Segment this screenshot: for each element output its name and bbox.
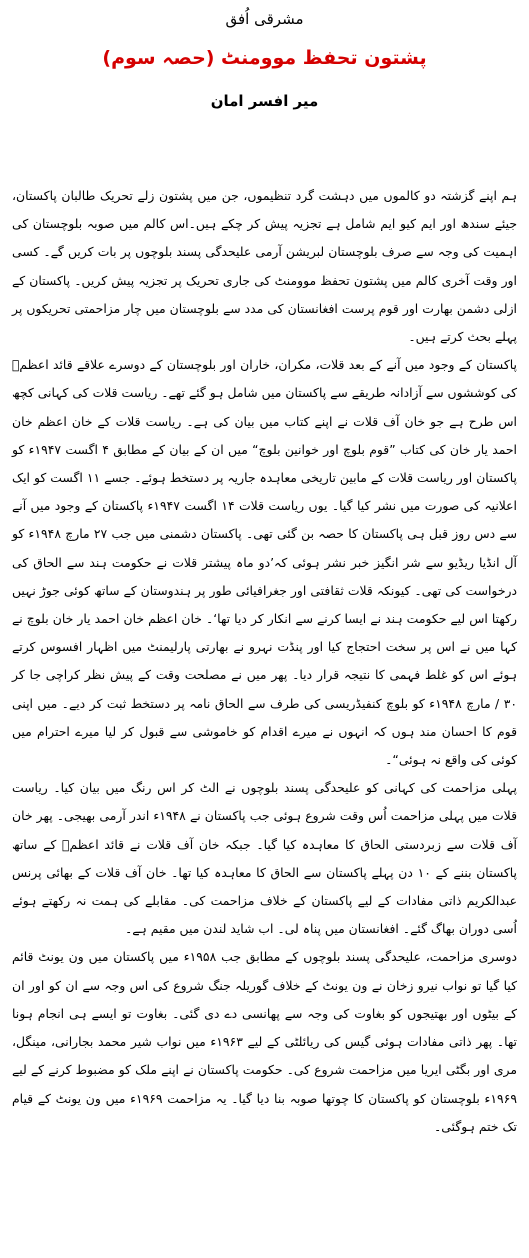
paragraph-second-resistance: دوسری مزاحمت، علیحدگی پسند بلوچوں کے مطابق جب ۱۹۵۸ء میں پاکستان میں ون یونٹ قائم کیا گیا تو نواب نیرو زخان نے ون یونٹ کے خلاف گوریلہ جنگ شروع کی اس وجہ سے ان کو اور ان کے بیٹوں اور بھتیجوں کو بغاوت کی وجہ سے پھانسی دے دی گئی۔ بغاوت تو ایسے ہی انجام ہونا تھا۔ پھر ذاتی مفادات ہوئی گیس کی ریائلٹی کے لیے ۱۹۶۳ء میں نواب شیر محمد بجارانی، مینگل، مری اور بگٹی ایریا میں مزاحمت شروع کی۔ حکومت پاکستان نے اپنے ملک کو مضبوط کرنے کے لیے ۱۹۶۹ء بلوچستان کو پاکستان کا چوتھا صوبہ بنا دیا گیا۔ یہ مزاحمت ۱۹۶۹ء میں ون یونٹ کے قیام تک ختم ہوگئی۔	[12, 949, 518, 1134]
column-name: مشرقی اُفق	[225, 10, 304, 28]
article-body	[12, 182, 517, 1141]
article-header	[12, 8, 517, 112]
author-name: میر افسر امان	[210, 92, 319, 110]
article-title: پشتون تحفظ موومنٹ (حصہ سوم)	[102, 47, 427, 69]
paragraph-kalat-history: پاکستان کے وجود میں آنے کے بعد قلات، مکران، خاران اور بلوچستان کے دوسرے علاقے قائد اعظمؒ کی کوششوں سے آزادانہ طریقے سے پاکستان میں شامل ہو گئے تھے۔ ریاست قلات کی کہانی کچھ اس طرح ہے جو خان آف قلات نے اپنے کتاب میں بیان کی ہے۔ ریاست قلات کے خان اعظم خان احمد یار خان کی کتاب ”قوم بلوچ اور خوانین بلوچ“ میں ان کے بیان کے مطابق ۴ اگست ۱۹۴۷ء کو پاکستان اور ریاست قلات کے مابین تاریخی معاہدہ جاریہ پر دستخط ہوئے۔ جسے ۱۱ اگست کو ایک اعلانیہ کی صورت میں نشر کیا گیا۔ یوں ریاست قلات ۱۴ اگست ۱۹۴۷ء پاکستان کے وجود میں آنے سے دس روز قبل ہی پاکستان کا حصہ بن گئی تھی۔ پاکستان دشمنی میں جب ۲۷ مارچ ۱۹۴۸ء کو آل انڈیا ریڈیو سے شر انگیز خبر نشر ہوئی کہ’دو ماہ پیشتر قلات نے حکومت ہند سے الحاق کی درخواست کی تھی۔ کیونکہ قلات ثقافتی اور جغرافیائی طور پر ہندوستان کے ساتھ کوئی جوڑ نہیں رکھتا اس لیے حکومت ہند نے ایسا کرنے سے انکار کر دیا تھا‘۔ خان اعظم خان احمد یار خان بلوچ نے کہا میں نے اس پر سخت احتجاج کیا اور پنڈت نہرو نے بھارتی پارلیمنٹ میں اظہار افسوس کرتے ہوئے اس کو غلط فہمی کا نتیجہ قرار دیا۔ پھر میں نے مصلحت وقت کے پیش نظر کراچی جا کر ۳۰ / مارچ ۱۹۴۸ء کو بلوچ کنفیڈریسی کی طرف سے الحاق نامہ پر دستخط ثبت کر دیے۔ میں اپنی قوم کا احسان مند ہوں کہ انہوں نے میرے اقدام کو خاموشی سے قبول کر لیا میرے احترام میں کوئی کی واقع نہ ہوئی“۔	[12, 357, 517, 768]
paragraph-first-resistance: پہلی مزاحمت کی کہانی کو علیحدگی پسند بلوچوں نے الٹ کر اس رنگ میں بیان کیا۔ ریاست قلات میں پہلی مزاحمت اُس وقت شروع ہوئی جب پاکستان نے ۱۹۴۸ء اندر آرمی بھیجی۔ پھر خان آف قلات سے زبردستی الحاق کا معاہدہ کیا گیا۔ جبکہ خان آف قلات نے قائد اعظمؒ کے ساتھ پاکستان بننے کے ۱۰ دن پہلے پاکستان سے الحاق کا معاہدہ کیا تھا۔ خان آف قلات کے بھائی پرنس عبدالکریم ذاتی مفادات کے لیے پاکستان کے خلاف مزاحمت کی۔ مقابلے کی ہمت نہ رکھتے ہوئے اُسی دوران بھاگ گئے۔ افغانستان میں پناہ لی۔ اب شاید لندن میں مقیم ہے۔	[12, 780, 517, 937]
paragraph-intro: ہم اپنے گزشتہ دو کالموں میں دہشت گرد تنظیموں، جن میں پشتون زلے تحریک طالبان پاکستان، جیئے سندھ اور ایم کیو ایم شامل ہے تجزیہ پیش کر چکے ہیں۔اس کالم میں صوبہ بلوچستان کی اہمیت کی وجہ سے صرف بلوچستان لبریشن آرمی علیحدگی پسند بلوچوں پر بات کریں گے۔ کسی اور وقت آخری کالم میں پشتون تحفظ موومنٹ کی جاری تحریک پر تجزیہ پیش کریں۔ پاکستان کے ازلی دشمن بھارت اور قوم پرست افغانستان کی مدد سے بلوچستان میں چار مزاحمتی تحریکوں پر پہلے بحث کرتے ہیں۔	[12, 188, 517, 345]
